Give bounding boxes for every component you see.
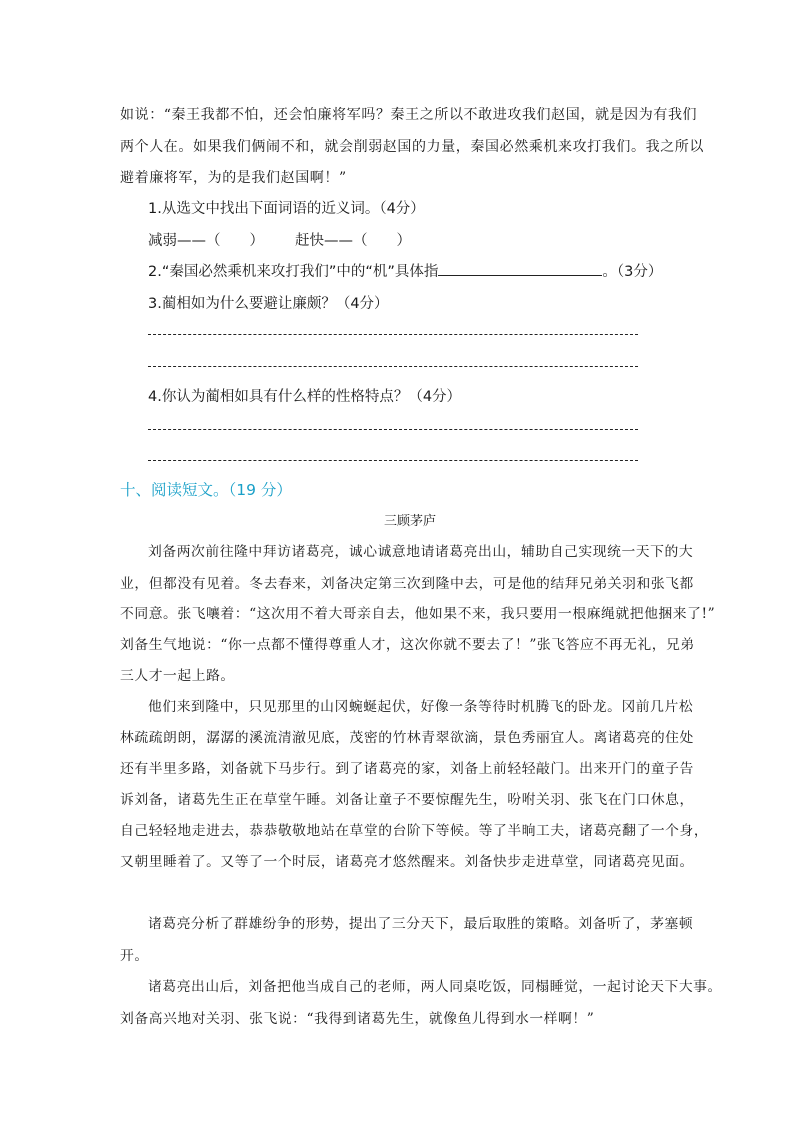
- section-heading: 十、阅读短文。（19 分）: [120, 481, 292, 499]
- story-line: 诉刘备，诸葛先生正在草堂午睡。刘备让童子不要惊醒先生，吩咐关羽、张飞在门口休息，: [120, 792, 694, 808]
- story-line: 不同意。张飞嚷着：“这次用不着大哥亲自去，他如果不来，我只要用一根麻绳就把他捆来了!”: [120, 606, 716, 622]
- story-line: 刘备生气地说：“你一点都不懂得尊重人才，这次你就不要去了！”张飞答应不再无礼，兄弟: [120, 637, 695, 653]
- answer-line: [148, 429, 638, 430]
- passage-line: 两个人在。如果我们俩闹不和，就会削弱赵国的力量，秦国必然乘机来攻打我们。我之所以: [120, 139, 704, 155]
- question-2: [148, 260, 662, 281]
- answer-line: [148, 460, 638, 461]
- story-line: 还有半里多路，刘备就下马步行。到了诸葛亮的家，刘备上前轻轻敲门。出来开门的童子告: [120, 761, 694, 777]
- story-line: 业，但都没有见着。冬去春来，刘备决定第三次到隆中去，可是他的结拜兄弟关羽和张飞都: [120, 576, 694, 592]
- synonym-item-b: 赶快——（ ）: [295, 233, 411, 249]
- fill-blank: [438, 262, 602, 276]
- story-line: 自己轻轻地走进去，恭恭敬敬地站在草堂的台阶下等候。等了半晌工夫，诸葛亮翻了一个身，: [120, 823, 709, 839]
- story-line: 刘备两次前往隆中拜访诸葛亮，诚心诚意地请诸葛亮出山，辅助自己实现统一天下的大: [148, 544, 694, 560]
- story-title: 三顾茅庐: [384, 514, 437, 529]
- story-line: 又朝里睡着了。又等了一个时辰，诸葛亮才悠然醒来。刘备快步走进草堂，同诸葛亮见面。: [120, 854, 694, 870]
- story-line: 三人才一起上路。: [120, 668, 235, 684]
- story-line: 刘备高兴地对关羽、张飞说：“我得到诸葛先生，就像鱼儿得到水一样啊！”: [120, 1011, 595, 1027]
- passage-line: 避着廉将军，为的是我们赵国啊！”: [120, 170, 347, 186]
- question-2-text: 2.“秦国必然乘机来攻打我们”中的“机”具体指: [148, 264, 439, 280]
- story-line: 诸葛亮出山后，刘备把他当成自己的老师，两人同桌吃饭，同榻睡觉，一起讨论天下大事。: [148, 979, 722, 995]
- passage-line: 如说：“秦王我都不怕，还会怕廉将军吗？秦王之所以不敢进攻我们赵国，就是因为有我们: [120, 107, 698, 123]
- story-line: 他们来到隆中，只见那里的山冈蜿蜒起伏，好像一条等待时机腾飞的卧龙。冈前几片松: [148, 699, 694, 715]
- question-1: 1.从选文中找出下面词语的近义词。（4分）: [148, 201, 425, 217]
- synonym-item-a: 减弱——（ ）: [148, 233, 264, 249]
- question-4: 4.你认为蔺相如具有什么样的性格特点？（4分）: [148, 389, 462, 405]
- story-line: 开。: [120, 948, 149, 964]
- answer-line: [148, 334, 638, 335]
- story-line: 林疏疏朗朗，潺潺的溪流清澈见底，茂密的竹林青翠欲滴，景色秀丽宜人。离诸葛亮的住处: [120, 730, 694, 746]
- question-3: 3.蔺相如为什么要避让廉颇？（4分）: [148, 296, 389, 312]
- answer-line: [148, 366, 638, 367]
- story-line: 诸葛亮分析了群雄纷争的形势，提出了三分天下，最后取胜的策略。刘备听了，茅塞顿: [148, 916, 694, 932]
- question-2-points: 。（3分）: [602, 264, 663, 280]
